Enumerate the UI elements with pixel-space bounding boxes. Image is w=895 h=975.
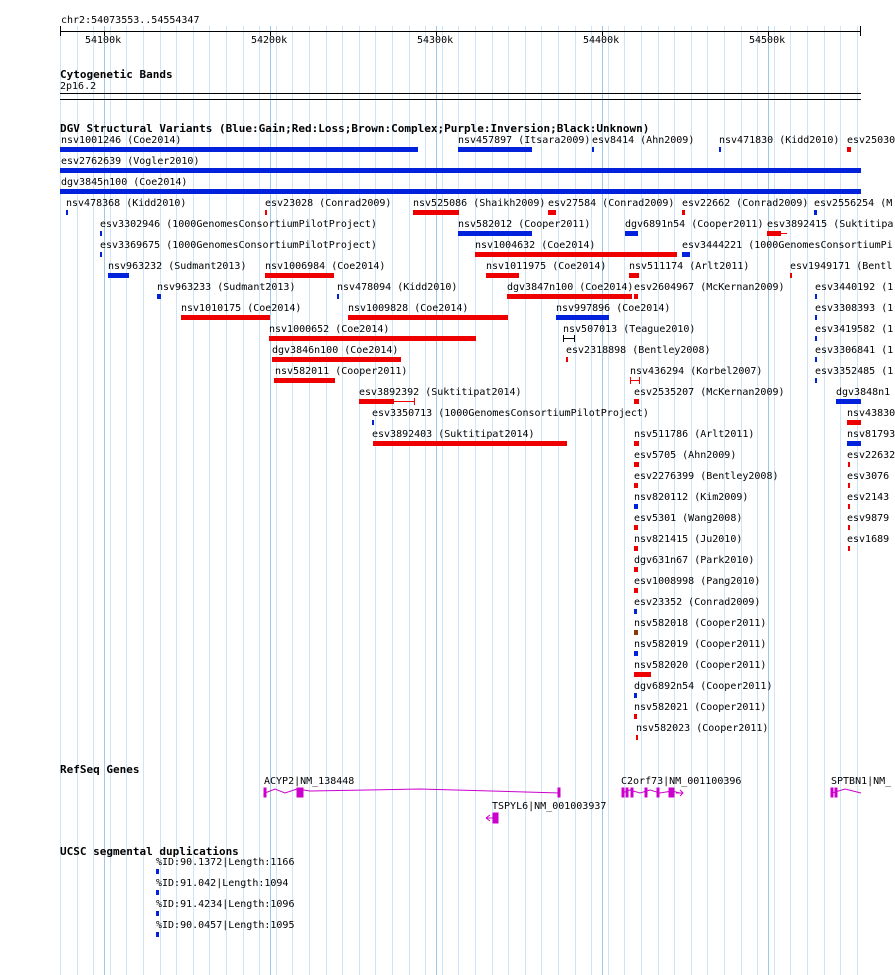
variant-label: nsv1001246 (Coe2014) <box>61 135 182 146</box>
variant-label: esv3306841 (1 <box>815 345 894 356</box>
variant-label: esv3419582 (1 <box>815 324 894 335</box>
variant-label: esv2143 <box>847 492 890 503</box>
variant-label: esv23352 (Conrad2009) <box>634 597 761 608</box>
variant-label: dgv6892n54 (Cooper2011) <box>634 681 773 692</box>
variant-label: esv1689 <box>847 534 890 545</box>
segdup-label: %ID:91.042|Length:1094 <box>156 878 289 889</box>
segdup-label: %ID:90.0457|Length:1095 <box>156 920 295 931</box>
variant-label: nsv820112 (Kim2009) <box>634 492 749 503</box>
variant-label: nsv582012 (Cooper2011) <box>458 219 591 230</box>
variant-label: nsv471830 (Kidd2010) <box>719 135 840 146</box>
variant-label: dgv6891n54 (Cooper2011) <box>625 219 764 230</box>
variant-label: esv1949171 (Bentl <box>790 261 893 272</box>
variant-label: nsv582023 (Cooper2011) <box>636 723 769 734</box>
variant-label: esv3892392 (Suktitipat2014) <box>359 387 522 398</box>
ruler-label: 54200k <box>251 35 288 46</box>
variant-label: esv27584 (Conrad2009) <box>548 198 675 209</box>
variant-label: esv3369675 (1000GenomesConsortiumPilotProject) <box>100 240 377 251</box>
ruler-label: 54500k <box>749 35 786 46</box>
variant-label: esv9879 <box>847 513 890 524</box>
variant-label: nsv436294 (Korbel2007) <box>630 366 763 377</box>
ruler-label: 54300k <box>417 35 454 46</box>
variant-label: nsv963233 (Sudmant2013) <box>157 282 296 293</box>
segdup-bar[interactable] <box>156 869 159 874</box>
variant-label: nsv582011 (Cooper2011) <box>275 366 408 377</box>
location-label: chr2:54073553..54554347 <box>61 15 200 26</box>
segdup-label: %ID:91.4234|Length:1096 <box>156 899 295 910</box>
variant-label: esv2276399 (Bentley2008) <box>634 471 779 482</box>
ruler-label: 54400k <box>583 35 620 46</box>
cytoband-label[interactable]: 2p16.2 <box>60 81 97 92</box>
variant-label: nsv81793 <box>847 429 895 440</box>
variant-label: nsv1010175 (Coe2014) <box>181 303 302 314</box>
variant-label: nsv457897 (Itsara2009) <box>458 135 591 146</box>
track-title-segdup: UCSC segmental duplications <box>60 845 239 858</box>
segdup-bar[interactable] <box>156 911 159 916</box>
variant-label: nsv478368 (Kidd2010) <box>66 198 187 209</box>
variant-label: nsv511786 (Arlt2011) <box>634 429 755 440</box>
variant-label: esv3892403 (Suktitipat2014) <box>372 429 535 440</box>
variant-label: esv25030 <box>847 135 895 146</box>
variant-label: nsv507013 (Teague2010) <box>563 324 696 335</box>
variant-label: esv2762639 (Vogler2010) <box>61 156 200 167</box>
variant-label: esv22632 <box>847 450 895 461</box>
variant-label: nsv1004632 (Coe2014) <box>475 240 596 251</box>
variant-label: nsv525086 (Shaikh2009) <box>413 198 546 209</box>
variant-label: nsv1009828 (Coe2014) <box>348 303 469 314</box>
variant-label: nsv997896 (Coe2014) <box>556 303 671 314</box>
variant-label: esv3444221 (1000GenomesConsortiumPi <box>682 240 893 251</box>
variant-label: dgv3845n100 (Coe2014) <box>61 177 188 188</box>
variant-label: esv5301 (Wang2008) <box>634 513 743 524</box>
variant-label: nsv582019 (Cooper2011) <box>634 639 767 650</box>
segdup-label: %ID:90.1372|Length:1166 <box>156 857 295 868</box>
variant-label: nsv582020 (Cooper2011) <box>634 660 767 671</box>
variant-label: esv23028 (Conrad2009) <box>265 198 392 209</box>
variant-label: esv3440192 (1 <box>815 282 894 293</box>
variant-label: esv3350713 (1000GenomesConsortiumPilotProject) <box>372 408 649 419</box>
track-title-refseq: RefSeq Genes <box>60 763 140 776</box>
gene-label[interactable]: SPTBN1|NM_ <box>831 776 892 787</box>
ruler-label: 54100k <box>85 35 122 46</box>
variant-label: dgv631n67 (Park2010) <box>634 555 755 566</box>
variant-label: esv2604967 (McKernan2009) <box>634 282 785 293</box>
variant-label: esv2535207 (McKernan2009) <box>634 387 785 398</box>
track-title-cytoband: Cytogenetic Bands <box>60 68 173 81</box>
gene-label[interactable]: C2orf73|NM_001100396 <box>621 776 742 787</box>
segdup-bar[interactable] <box>156 890 159 895</box>
variant-label: dgv3846n100 (Coe2014) <box>272 345 399 356</box>
variant-label: nsv1011975 (Coe2014) <box>486 261 607 272</box>
variant-label: esv5705 (Ahn2009) <box>634 450 737 461</box>
variant-label: nsv582018 (Cooper2011) <box>634 618 767 629</box>
track-title-dgv: DGV Structural Variants (Blue:Gain;Red:Loss;Brown:Complex;Purple:Inversion;Black:Unknown) <box>60 122 650 135</box>
variant-label: esv3308393 (1 <box>815 303 894 314</box>
variant-label: nsv511174 (Arlt2011) <box>629 261 750 272</box>
variant-label: esv2556254 (M <box>814 198 893 209</box>
variant-label: nsv821415 (Ju2010) <box>634 534 743 545</box>
variant-label: esv2318898 (Bentley2008) <box>566 345 711 356</box>
variant-label: esv3302946 (1000GenomesConsortiumPilotProject) <box>100 219 377 230</box>
variant-label: nsv1000652 (Coe2014) <box>269 324 390 335</box>
variant-label: dgv3848n1 <box>836 387 891 398</box>
segdup-bar[interactable] <box>156 932 159 937</box>
variant-label: nsv963232 (Sudmant2013) <box>108 261 247 272</box>
variant-label: esv3352485 (1 <box>815 366 894 377</box>
variant-label: esv3892415 (Suktitipa <box>767 219 894 230</box>
variant-label: dgv3847n100 (Coe2014) <box>507 282 634 293</box>
variant-label: nsv582021 (Cooper2011) <box>634 702 767 713</box>
variant-label: nsv478094 (Kidd2010) <box>337 282 458 293</box>
gene-label[interactable]: TSPYL6|NM_001003937 <box>492 801 607 812</box>
variant-label: nsv43830 <box>847 408 895 419</box>
variant-label: nsv1006984 (Coe2014) <box>265 261 386 272</box>
variant-label: esv3076 <box>847 471 890 482</box>
variant-label: esv1008998 (Pang2010) <box>634 576 761 587</box>
variant-label: esv8414 (Ahn2009) <box>592 135 695 146</box>
gene-label[interactable]: ACYP2|NM_138448 <box>264 776 355 787</box>
variant-label: esv22662 (Conrad2009) <box>682 198 809 209</box>
